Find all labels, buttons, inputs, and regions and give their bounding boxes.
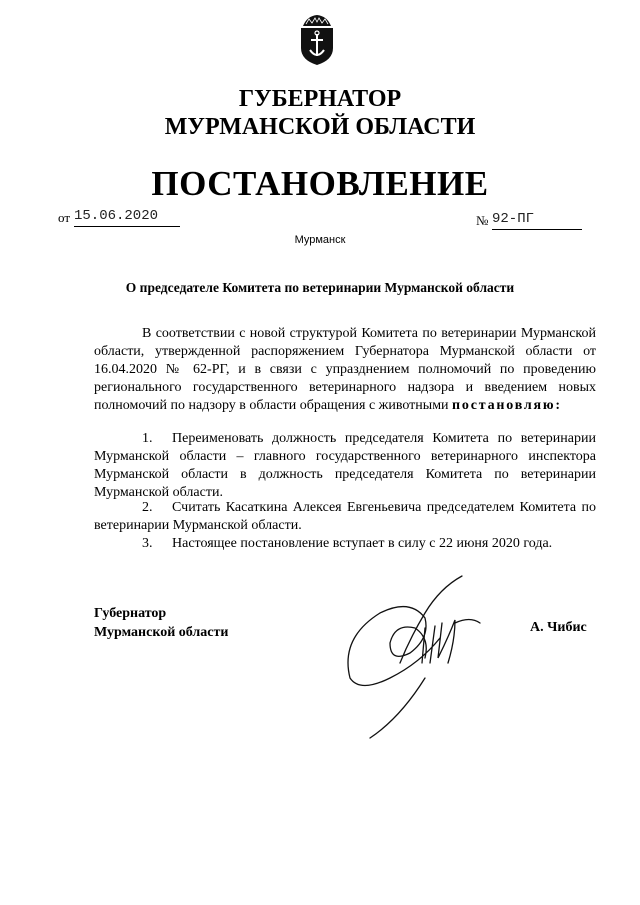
decree-word: постановляю: [452,398,562,413]
signatory-title [94,604,228,642]
org-title-line2: МУРМАНСКОЙ ОБЛАСТИ [164,114,476,140]
org-title-line1: ГУБЕРНАТОР [238,86,402,112]
item-text: Настоящее постановление вступает в силу с 22 июня 2020 года. [172,536,553,551]
date-prefix: от [58,210,71,225]
intro-paragraph [94,325,596,415]
document-subject: О председателе Комитета по ветеринарии Мурманской области [125,280,515,295]
item-text: Переименовать должность председателя Комитета по ветеринарии Мурманской области – главного государственного ветеринарного инспектора Мурманской области в должность председателя Комитета по ветеринарии Мурманской области. [94,431,596,500]
signatory-title-line2: Мурманской области [94,625,229,640]
item-number: 1. [142,431,153,446]
document-type: ПОСТАНОВЛЕНИЕ [151,164,489,203]
intro-text: В соответствии с новой структурой Комитета по ветеринарии Мурманской области, утвержденной распоряжением Губернатора Мурманской области от 16.04.2020 № 62-РГ, и в связи с упразднением полномочий по проведению регионального государственного ветеринарного надзора и введением новых полномочий по надзору в области обращения с животными [94,326,596,413]
city: Мурманск [294,234,346,246]
number-prefix: № [476,213,489,228]
coat-of-arms-icon [297,14,337,66]
item-number: 3. [142,536,153,551]
item-number: 2. [142,500,153,515]
signatory-title-line1: Губернатор [94,606,167,621]
handwritten-signature [330,568,500,748]
list-item [94,535,596,553]
item-text: Считать Касаткина Алексея Евгеньевича председателем Комитета по ветеринарии Мурманской области. [94,500,596,533]
list-item [94,499,596,535]
list-item [94,430,596,502]
signatory-name: А. Чибис [530,620,587,635]
document-date: 15.06.2020 [74,208,180,227]
document-number: 92-ПГ [492,211,582,230]
